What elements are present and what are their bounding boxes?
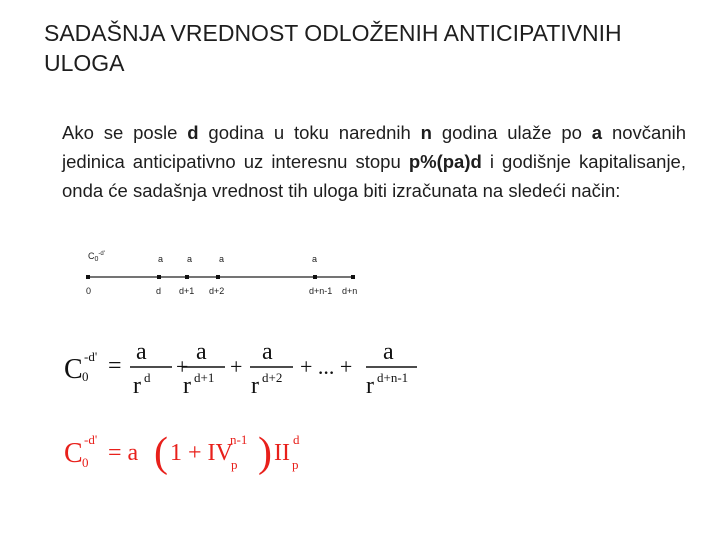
f2-iv-sup: n-1 — [230, 432, 248, 447]
timeline-amount: a — [219, 254, 225, 264]
para-rate: p%(pa)d — [408, 151, 482, 172]
timeline-point-label: d+2 — [209, 286, 225, 296]
f1-exponent: d+1 — [194, 370, 215, 385]
f2-iv-sub: p — [231, 457, 238, 472]
para-text-5: i godišnje kapitalisanje, onda će sadašnja vrednost tih uloga biti izračunata na sledeći način: — [62, 151, 686, 201]
f1-exponent: d+2 — [262, 370, 283, 385]
para-text-3: godina ulaže po — [431, 122, 592, 143]
f1-denominator: r — [366, 373, 374, 399]
f2-ii-sup: d — [293, 432, 300, 447]
f1-denominator: r — [133, 373, 141, 399]
timeline-point-label: d+1 — [179, 286, 195, 296]
f1-exponent: d — [144, 370, 151, 385]
f1-numerator: a — [383, 339, 394, 365]
f2-lhs-sup: -d' — [84, 432, 98, 447]
timeline-point-label: d — [156, 286, 162, 296]
f1-numerator: a — [196, 339, 207, 365]
para-var-a: a — [591, 122, 603, 143]
f2-one-plus-iv: 1 + IV — [170, 440, 233, 466]
f2-close-paren: ) — [258, 430, 272, 476]
f2-ii: II — [274, 440, 290, 466]
para-text-1: Ako se posle — [62, 122, 188, 143]
f2-open-paren: ( — [154, 430, 168, 476]
timeline-point-label: d+n — [342, 286, 358, 296]
f1-lhs-c: C — [64, 354, 83, 385]
timeline-point-label: 0 — [86, 286, 92, 296]
timeline-amount: a — [312, 254, 318, 264]
para-text-2: godina u toku narednih — [198, 122, 421, 143]
timeline-c-sup: -d' — [98, 251, 105, 257]
f1-numerator: a — [262, 339, 273, 365]
timeline-amount: a — [187, 254, 193, 264]
para-var-n: n — [420, 122, 432, 143]
f1-equals: = — [108, 353, 122, 379]
f1-plus: + — [176, 354, 189, 379]
timeline-amount: a — [158, 254, 164, 264]
f2-equals-a: = a — [108, 440, 139, 466]
f2-lhs-sub: 0 — [82, 455, 89, 470]
para-text-4: novčanih jedinica anticipativno uz interesnu stopu — [62, 122, 687, 172]
para-var-d: d — [187, 122, 199, 143]
f2-ii-sub: p — [292, 457, 299, 472]
f1-exponent: d+n-1 — [377, 370, 409, 385]
timeline-c-base: C — [88, 251, 95, 261]
f2-lhs-c: C — [64, 438, 83, 469]
f1-lhs-sup: -d' — [84, 349, 98, 364]
page-title: SADAŠNJA VREDNOST ODLOŽENIH ANTICIPATIVNIH ULOGA — [44, 20, 622, 76]
f1-ellipsis: + ... + — [300, 354, 353, 379]
f1-lhs-sub: 0 — [82, 369, 89, 384]
f1-denominator: r — [251, 373, 259, 399]
timeline-c-sub: 0 — [94, 256, 99, 263]
timeline-point-label: d+n-1 — [309, 286, 333, 296]
f1-numerator: a — [136, 339, 147, 365]
f1-plus: + — [230, 354, 243, 379]
f1-denominator: r — [183, 373, 191, 399]
